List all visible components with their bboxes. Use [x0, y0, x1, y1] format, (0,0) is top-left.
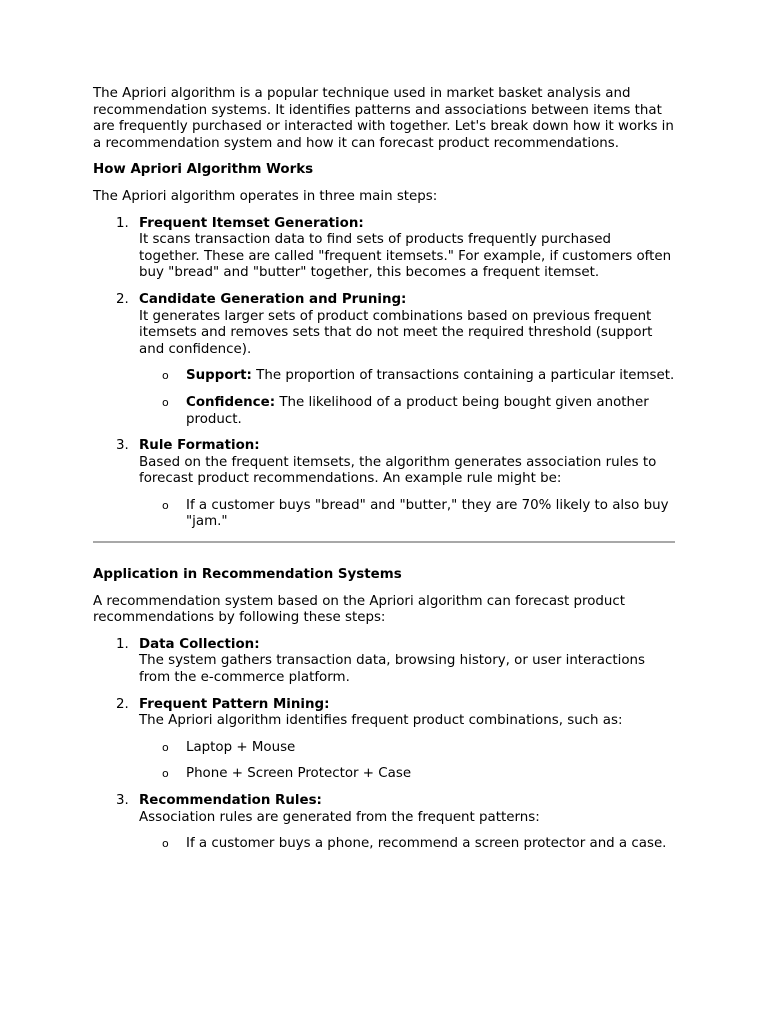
step-frequent-pattern-mining — [93, 697, 675, 783]
bullet-text: The proportion of transactions containing a particular itemset. — [251, 368, 675, 384]
bullet-term: Confidence: — [186, 394, 276, 410]
bullet-term: Support: — [186, 368, 252, 384]
step-number: 3. — [116, 438, 129, 454]
step-number: 1. — [116, 215, 129, 231]
sub-bullet-list — [139, 368, 675, 428]
step-description: Based on the frequent itemsets, the algorithm generates association rules to forecast product recommendations. An example rule might be: — [139, 454, 657, 487]
bullet-example-rule — [139, 498, 675, 531]
sub-bullet-list — [139, 740, 675, 783]
step-description: It scans transaction data to find sets of products frequently purchased together. These are called "frequent itemsets." For example, if customers often buy "bread" and "butter" together, this becomes a frequent itemset. — [139, 232, 672, 281]
step-title: Data Collection: — [139, 636, 260, 652]
step-description: It generates larger sets of product combinations based on previous frequent itemsets and removes sets that do not meet the required threshold (support and confidence). — [139, 308, 653, 357]
bullet-support — [139, 368, 675, 385]
bullet-laptop-mouse — [139, 740, 675, 757]
circle-bullet-icon: o — [162, 498, 169, 512]
step-recommendation-rules — [93, 793, 675, 853]
bullet-text: Laptop + Mouse — [186, 739, 296, 755]
bullet-text: If a customer buys "bread" and "butter," they are 70% likely to also buy "jam." — [186, 497, 669, 530]
step-number: 2. — [116, 696, 129, 712]
sub-bullet-list — [139, 498, 675, 531]
step-description: Association rules are generated from the frequent patterns: — [139, 809, 540, 825]
horizontal-divider — [93, 541, 675, 543]
section-heading-how-it-works: How Apriori Algorithm Works — [93, 162, 314, 178]
circle-bullet-icon: o — [162, 395, 169, 409]
section-heading-application: Application in Recommendation Systems — [93, 567, 402, 583]
bullet-text: Phone + Screen Protector + Case — [186, 766, 412, 782]
step-candidate-generation — [93, 292, 675, 428]
bullet-text: The likelihood of a product being bought given another product. — [186, 394, 649, 427]
step-title: Candidate Generation and Pruning: — [139, 291, 407, 307]
step-title: Frequent Itemset Generation: — [139, 215, 364, 231]
how-it-works-steps — [93, 216, 675, 532]
intro-paragraph: The Apriori algorithm is a popular technique used in market basket analysis and recommendation systems. It identifies patterns and associations between items that are frequently purchased or interacted with together. Let's break down how it works in a recommendation system and how it can forecast product recommendations. — [93, 86, 674, 151]
step-description: The system gathers transaction data, browsing history, or user interactions from the e-commerce platform. — [139, 653, 645, 686]
document-page — [93, 86, 675, 863]
section2-lead: A recommendation system based on the Apriori algorithm can forecast product recommendations by following these steps: — [93, 593, 626, 626]
step-title: Frequent Pattern Mining: — [139, 696, 330, 712]
step-frequent-itemset-generation — [93, 216, 675, 282]
section1-lead: The Apriori algorithm operates in three main steps: — [93, 188, 438, 204]
circle-bullet-icon: o — [162, 369, 169, 383]
application-steps — [93, 637, 675, 853]
step-number: 3. — [116, 793, 129, 808]
step-number: 1. — [116, 636, 129, 652]
circle-bullet-icon: o — [162, 740, 169, 754]
step-title: Recommendation Rules: — [139, 793, 322, 808]
circle-bullet-icon: o — [162, 837, 169, 851]
step-title: Rule Formation: — [139, 438, 260, 454]
sub-bullet-list — [139, 836, 675, 853]
step-data-collection — [93, 637, 675, 687]
bullet-phone-rule — [139, 836, 675, 853]
bullet-phone-combo — [139, 766, 675, 783]
bullet-text: If a customer buys a phone, recommend a screen protector and a case. — [186, 836, 667, 852]
bullet-confidence — [139, 395, 675, 428]
step-description: The Apriori algorithm identifies frequent product combinations, such as: — [139, 713, 623, 729]
step-number: 2. — [116, 291, 129, 307]
circle-bullet-icon: o — [162, 767, 169, 781]
step-rule-formation — [93, 438, 675, 531]
